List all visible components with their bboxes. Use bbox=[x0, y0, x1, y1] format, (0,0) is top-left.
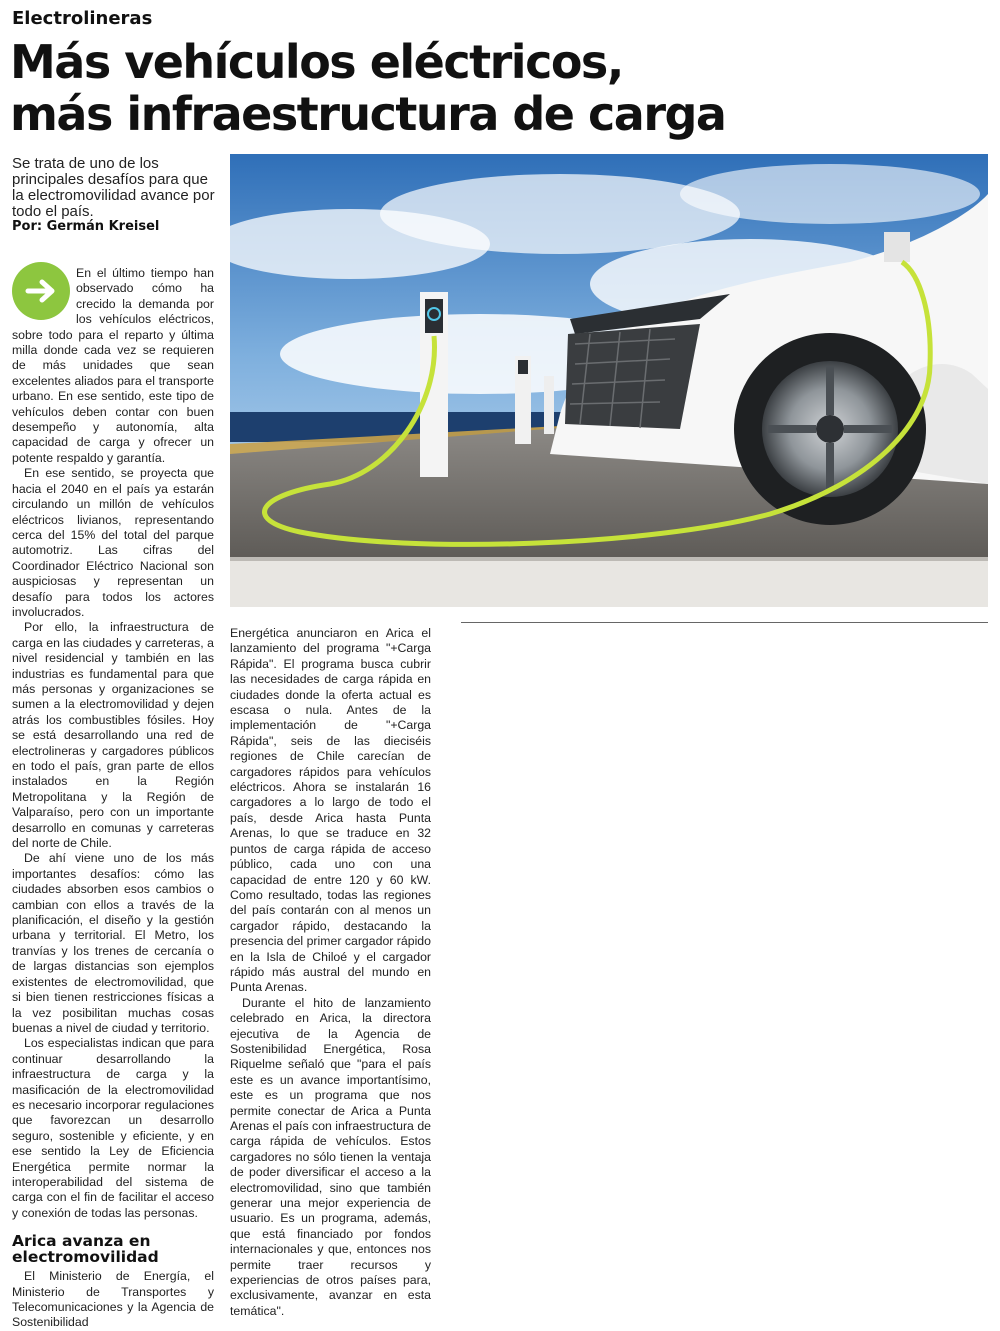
paragraph-1: En el último tiempo han observado cómo ha crecido la demanda por los vehículos eléctricos, sobre todo para el reparto y última milla donde cada vez se requieren de más unidades que sean excelentes aliados para el transporte urbano. En ese sentido, este tipo de vehículos deben contar con buen desempeño y autonomía, alta capacidad de carga y ofrecer un potente respaldo y garantía. bbox=[12, 266, 214, 465]
paragraph-6-continued: Energética anunciaron en Arica el lanzamiento del programa "+Carga Rápida". El programa busca cubrir las necesidades de carga rápida en ciudades donde la oferta actual es escasa o nula. Antes de la implementación de "+Carga Rápida", seis de las dieciséis regiones de Chile carecían de cargadores rápidos para vehículos eléctricos. Ahora se instalarán 16 cargadores a lo largo de todo el país, desde Arica hasta Punta Arenas, lo que se traduce en 32 puntos de carga rápida de acceso público, cada uno con una capacidad de entre 120 y 60 kW. Como resultado, todas las regiones del país contarán con al menos un cargador rápido, destacando la presencia del primer cargador rápido en la Isla de Chiloé y el cargador rápido más austral del mundo en Punta Arenas. bbox=[230, 626, 431, 995]
headline-line-2: más infraestructura de carga bbox=[10, 87, 726, 141]
paragraph-6-start: El Ministerio de Energía, el Ministerio de Transportes y Telecomunicaciones y la Agencia de Sostenibilidad bbox=[12, 1269, 214, 1330]
headline-line-1: Más vehículos eléctricos, bbox=[10, 35, 623, 89]
headline bbox=[10, 36, 990, 140]
paragraph-7: Durante el hito de lanzamiento celebrado en Arica, la directora ejecutiva de la Agencia de Sostenibilidad Energética, Rosa Riquelme señaló que "para el país este es un avance importantísimo, este es un programa que nos permite conectar de Arica a Punta Arenas el país con infraestructura de carga rápida de vehículos. Estos cargadores no sólo tienen la ventaja de poder diversificar el acceso a la electromovilidad, sino que también generar una mejor experiencia de usuario. Es un programa, además, que está financiado por fondos internacionales y que, entonces nos permite traer recursos y experiencias de otros países para, exclusivamente, avanzar en esta temática". bbox=[230, 995, 431, 1318]
paragraph-2: En ese sentido, se proyecta que hacia el 2040 en el país ya estarán circulando un millón de vehículos eléctricos livianos, representando cerca del 15% del total del parque automotriz. Las cifras del Coordinador Eléctrico Nacional son auspiciosas y representan un desafío para todos los actores involucrados. bbox=[12, 466, 214, 619]
charger-post-3 bbox=[544, 376, 554, 434]
charging-plug bbox=[884, 232, 910, 262]
paragraph-5: Los especialistas indican que para continuar desarrollando la infraestructura de carga y la masificación de la electromovilidad es necesario incorporar regulaciones que favorezcan un desarrollo seguro, sostenible y eficiente, y en ese sentido la Ley de Eficiencia Energética permite normar la interoperabilidad del sistema de carga con el fin de facilitar el acceso y conexión de todas las personas. bbox=[12, 1036, 214, 1220]
byline: Por: Germán Kreisel bbox=[12, 219, 160, 234]
subheading: Arica avanza en electromovilidad bbox=[12, 1232, 159, 1267]
column-2 bbox=[230, 626, 431, 1319]
electric-car-charging-photo bbox=[230, 154, 988, 607]
divider-rule bbox=[461, 622, 988, 623]
column-1 bbox=[12, 266, 214, 1331]
paragraph-3: Por ello, la infraestructura de carga en las ciudades y carreteras, a nivel residencial y también en las industrias es fundamental para que más personas y organizaciones se sumen a la electromovilidad y dejen atrás los combustibles fósiles. Hoy se está desarrollando una red de electrolineras y cargadores públicos en todo el país, gran parte de ellos instalados en la Región Metropolitana y la Región de Valparaíso, pero con un importante desarrollo en comunas y carreteras del norte de Chile. bbox=[12, 620, 214, 851]
section-label: Electrolineras bbox=[12, 8, 153, 29]
photo-illustration bbox=[230, 154, 988, 607]
paragraph-4: De ahí viene uno de los más importantes desafíos: cómo las ciudades absorben esos cambios o cambian con ellos a través de la planificación, el diseño y la gestión urbana y territorial. El Metro, los tranvías y los trenes de cercanía o de largas distancias son ejemplos existentes de electromovilidad, que si bien tienen restricciones físicas a la vez posibilitan muchas cosas buenas a nivel de ciudad y territorio. bbox=[12, 851, 214, 1035]
dek: Se trata de uno de los principales desafíos para que la electromovilidad avance por todo el país. bbox=[12, 155, 215, 220]
